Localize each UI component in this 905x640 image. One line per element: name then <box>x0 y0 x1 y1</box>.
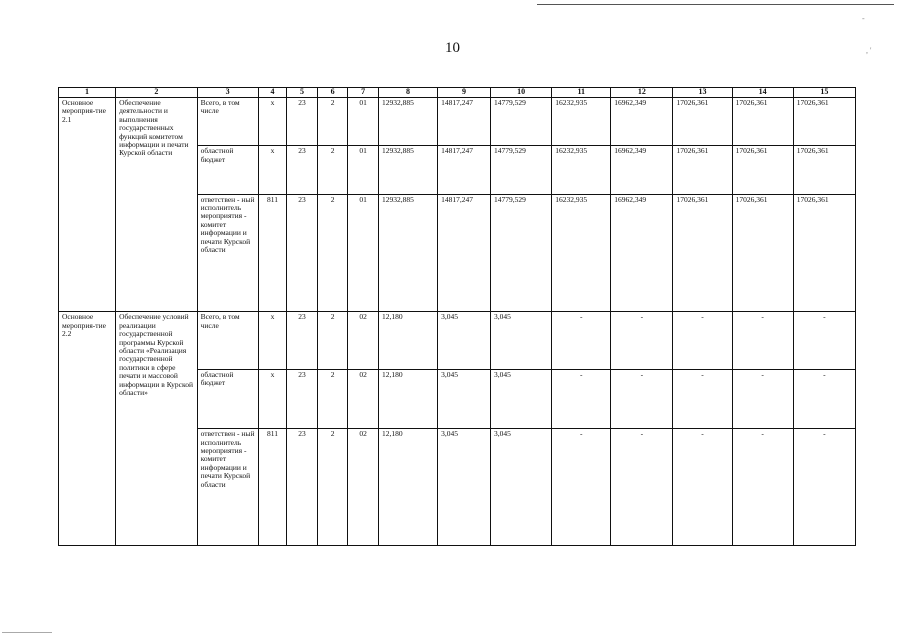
code-cell: 23 <box>287 369 318 428</box>
value-cell: 16232,935 <box>552 97 611 145</box>
value-cell: 12932,885 <box>378 97 437 145</box>
code-cell: 01 <box>348 194 379 312</box>
source-cell: Всего, в том числе <box>197 97 258 145</box>
measure-title-cell: Обеспечение условий реализации государственной программы Курской области «Реализация государственной политики в сфере печати и массовой информации в Курской области» <box>116 312 198 546</box>
code-cell: 01 <box>348 97 379 145</box>
value-cell: 3,045 <box>438 312 491 369</box>
source-cell: ответствен - ный исполнитель мероприятия - комитет информации и печати Курской области <box>197 429 258 546</box>
value-cell: 3,045 <box>491 429 552 546</box>
code-cell: х <box>258 369 287 428</box>
scan-top-rule <box>537 4 894 5</box>
code-cell: 23 <box>287 97 318 145</box>
value-cell: 3,045 <box>438 369 491 428</box>
col-header: 8 <box>378 88 437 98</box>
code-cell: 23 <box>287 194 318 312</box>
value-cell: 16232,935 <box>552 146 611 194</box>
code-cell: 811 <box>258 429 287 546</box>
value-cell: - <box>552 429 611 546</box>
value-cell: 17026,361 <box>732 194 793 312</box>
value-cell: - <box>611 429 673 546</box>
code-cell: х <box>258 146 287 194</box>
value-cell: 17026,361 <box>793 97 855 145</box>
measure-cell: Основное мероприя-тие 2.2 <box>59 312 116 546</box>
value-cell: 17026,361 <box>732 146 793 194</box>
code-cell: 01 <box>348 146 379 194</box>
col-header: 14 <box>732 88 793 98</box>
measure-cell: Основное мероприя-тие 2.1 <box>59 97 116 311</box>
source-cell: областной бюджет <box>197 146 258 194</box>
page-number: 10 <box>445 40 460 56</box>
value-cell: 12,180 <box>378 369 437 428</box>
value-cell: 14817,247 <box>438 146 491 194</box>
value-cell: 14779,529 <box>491 146 552 194</box>
scan-footer-mark <box>2 632 52 633</box>
value-cell: - <box>673 429 732 546</box>
col-header: 2 <box>116 88 198 98</box>
col-header: 9 <box>438 88 491 98</box>
code-cell: 2 <box>317 146 348 194</box>
value-cell: - <box>793 312 855 369</box>
value-cell: 14779,529 <box>491 194 552 312</box>
col-header: 7 <box>348 88 379 98</box>
source-cell: ответствен - ный исполнитель мероприятия - комитет информации и печати Курской области <box>197 194 258 312</box>
value-cell: - <box>552 369 611 428</box>
value-cell: - <box>793 429 855 546</box>
code-cell: х <box>258 312 287 369</box>
code-cell: 02 <box>348 312 379 369</box>
code-cell: 2 <box>317 194 348 312</box>
value-cell: 17026,361 <box>732 97 793 145</box>
value-cell: 3,045 <box>491 369 552 428</box>
value-cell: 16962,349 <box>611 194 673 312</box>
col-header: 5 <box>287 88 318 98</box>
value-cell: - <box>732 312 793 369</box>
budget-table <box>58 87 856 546</box>
value-cell: 16232,935 <box>552 194 611 312</box>
code-cell: 23 <box>287 429 318 546</box>
value-cell: 16962,349 <box>611 146 673 194</box>
table-row <box>59 97 856 145</box>
value-cell: - <box>732 429 793 546</box>
header-row <box>59 88 856 98</box>
source-cell: областной бюджет <box>197 369 258 428</box>
value-cell: - <box>732 369 793 428</box>
code-cell: 2 <box>317 429 348 546</box>
code-cell: 23 <box>287 312 318 369</box>
code-cell: 23 <box>287 146 318 194</box>
col-header: 1 <box>59 88 116 98</box>
value-cell: 12,180 <box>378 312 437 369</box>
measure-title-cell: Обеспечение деятельности и выполнения государственных функций комитетом информации и печати Курской области <box>116 97 198 311</box>
col-header: 10 <box>491 88 552 98</box>
code-cell: 2 <box>317 97 348 145</box>
col-header: 12 <box>611 88 673 98</box>
col-header: 11 <box>552 88 611 98</box>
code-cell: 811 <box>258 194 287 312</box>
col-header: 4 <box>258 88 287 98</box>
value-cell: 14817,247 <box>438 194 491 312</box>
value-cell: 14779,529 <box>491 97 552 145</box>
value-cell: - <box>611 312 673 369</box>
value-cell: 12932,885 <box>378 194 437 312</box>
value-cell: 17026,361 <box>793 194 855 312</box>
value-cell: 17026,361 <box>673 146 732 194</box>
code-cell: х <box>258 97 287 145</box>
code-cell: 2 <box>317 312 348 369</box>
value-cell: 16962,349 <box>611 97 673 145</box>
code-cell: 2 <box>317 369 348 428</box>
source-cell: Всего, в том числе <box>197 312 258 369</box>
scan-speck: , ' <box>866 46 872 55</box>
col-header: 15 <box>793 88 855 98</box>
table-row <box>59 312 856 369</box>
code-cell: 02 <box>348 369 379 428</box>
col-header: 6 <box>317 88 348 98</box>
value-cell: 12932,885 <box>378 146 437 194</box>
col-header: 3 <box>197 88 258 98</box>
value-cell: - <box>673 369 732 428</box>
value-cell: 14817,247 <box>438 97 491 145</box>
value-cell: 17026,361 <box>673 194 732 312</box>
value-cell: 17026,361 <box>673 97 732 145</box>
value-cell: 3,045 <box>491 312 552 369</box>
code-cell: 02 <box>348 429 379 546</box>
col-header: 13 <box>673 88 732 98</box>
value-cell: - <box>673 312 732 369</box>
scan-speck: - <box>862 14 865 23</box>
value-cell: 17026,361 <box>793 146 855 194</box>
value-cell: 12,180 <box>378 429 437 546</box>
value-cell: - <box>552 312 611 369</box>
value-cell: - <box>793 369 855 428</box>
value-cell: - <box>611 369 673 428</box>
value-cell: 3,045 <box>438 429 491 546</box>
